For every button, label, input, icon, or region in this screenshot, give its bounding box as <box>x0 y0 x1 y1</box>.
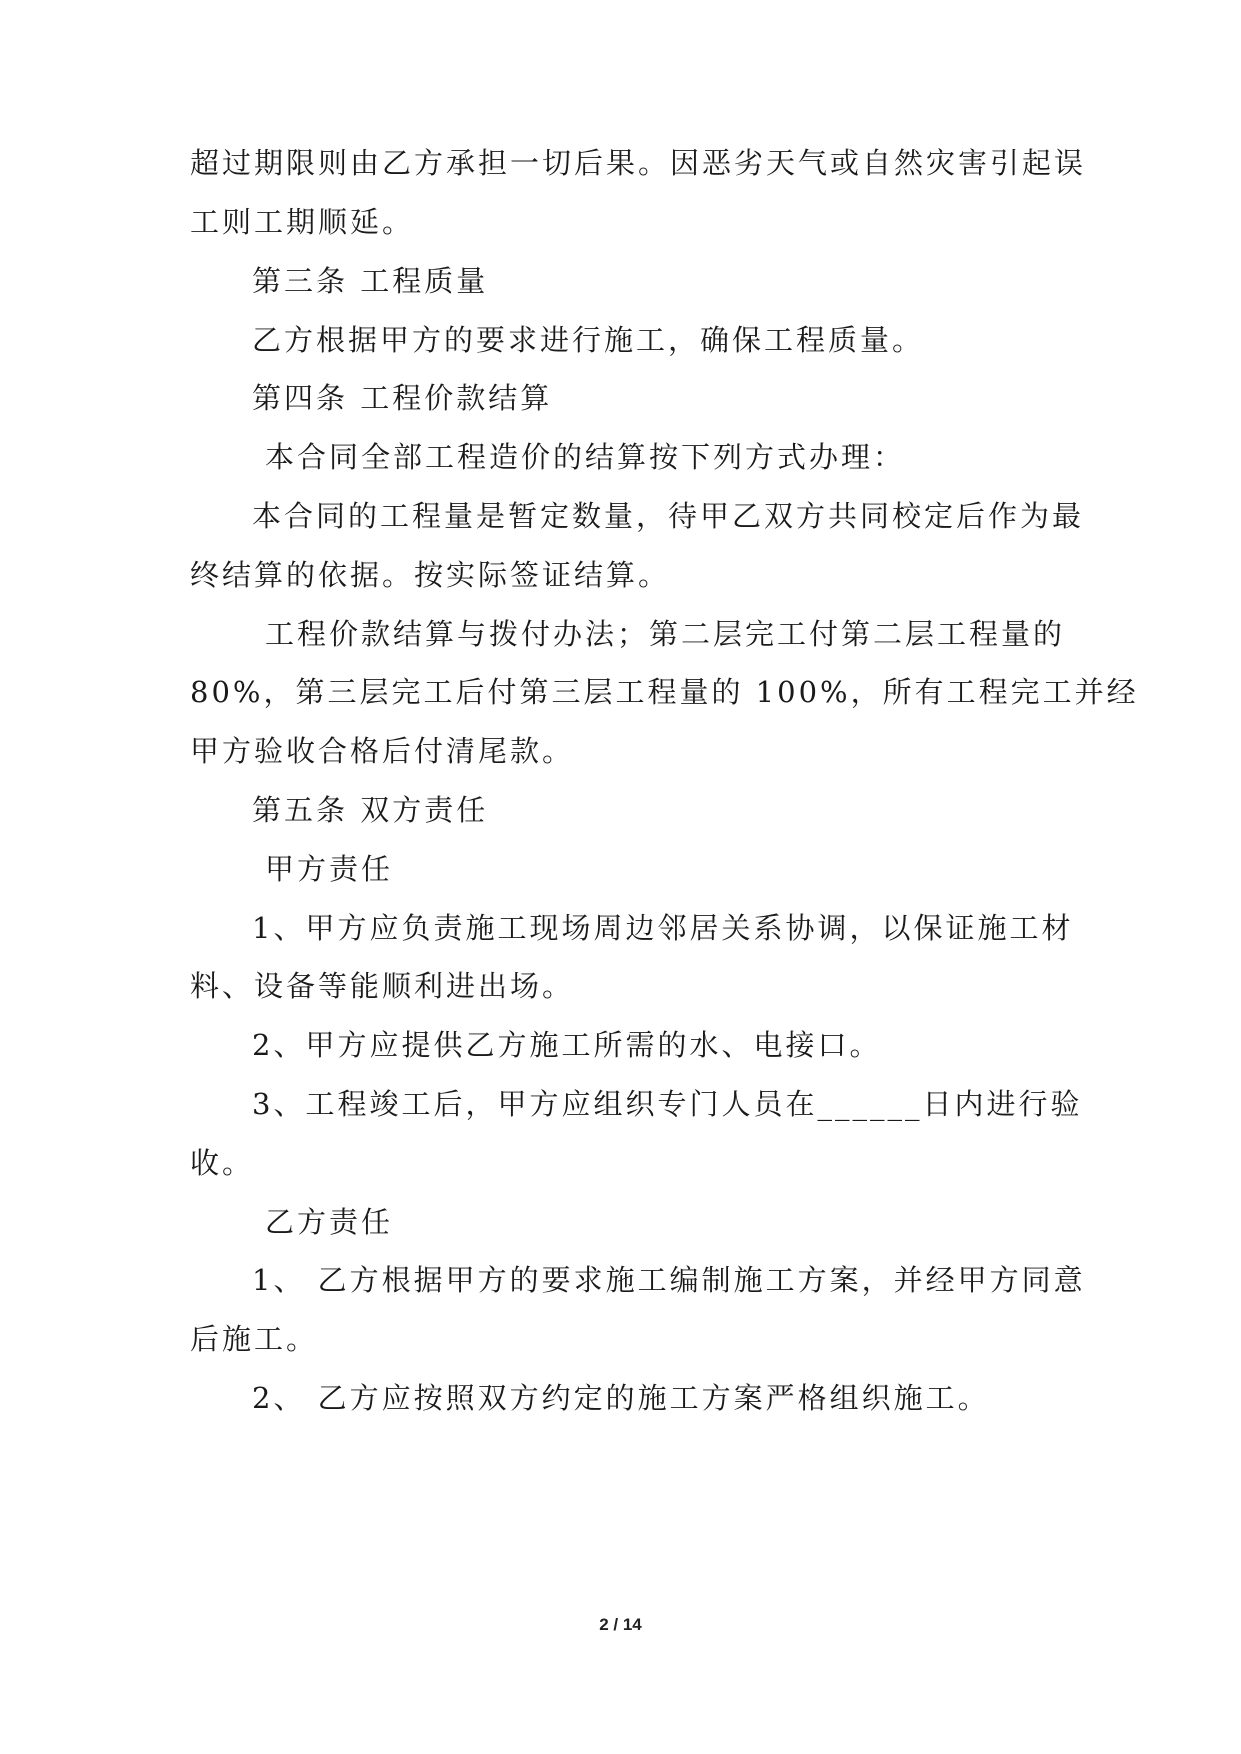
body-text-line: 本合同的工程量是暂定数量，待甲乙双方共同校定后作为最 <box>252 499 1085 533</box>
body-text-line: 本合同全部工程造价的结算按下列方式办理： <box>265 440 906 474</box>
list-item-line: 收。 <box>190 1146 255 1180</box>
body-text-line: 乙方根据甲方的要求进行施工，确保工程质量。 <box>252 323 925 357</box>
body-text-line: 甲方验收合格后付清尾款。 <box>190 734 575 768</box>
page-number: 2 / 14 <box>599 1615 642 1634</box>
list-item-line: 3、工程竣工后，甲方应组织专门人员在______日内进行验 <box>252 1087 1083 1121</box>
body-text-line: 工程价款结算与拨付办法；第二层完工付第二层工程量的 <box>265 617 1066 651</box>
list-item-line: 料、设备等能顺利进出场。 <box>190 969 575 1003</box>
section-heading: 第五条 双方责任 <box>252 793 489 827</box>
list-item-line: 2、 乙方应按照双方约定的施工方案严格组织施工。 <box>252 1381 990 1415</box>
body-text-line: 终结算的依据。按实际签证结算。 <box>190 558 671 592</box>
section-heading: 第四条 工程价款结算 <box>252 381 553 415</box>
subsection-heading: 乙方责任 <box>265 1205 394 1239</box>
body-text-line: 80%，第三层完工后付第三层工程量的 100%，所有工程完工并经 <box>190 675 1139 709</box>
body-text-line: 超过期限则由乙方承担一切后果。因恶劣天气或自然灾害引起误 <box>190 146 1087 180</box>
section-heading: 第三条 工程质量 <box>252 264 489 298</box>
subsection-heading: 甲方责任 <box>265 852 394 886</box>
body-text-line: 工则工期顺延。 <box>190 205 415 239</box>
list-item-line: 1、甲方应负责施工现场周边邻居关系协调，以保证施工材 <box>252 911 1074 945</box>
list-item-line: 后施工。 <box>190 1322 319 1356</box>
list-item-line: 2、甲方应提供乙方施工所需的水、电接口。 <box>252 1028 882 1062</box>
list-item-line: 1、 乙方根据甲方的要求施工编制施工方案，并经甲方同意 <box>252 1263 1086 1297</box>
